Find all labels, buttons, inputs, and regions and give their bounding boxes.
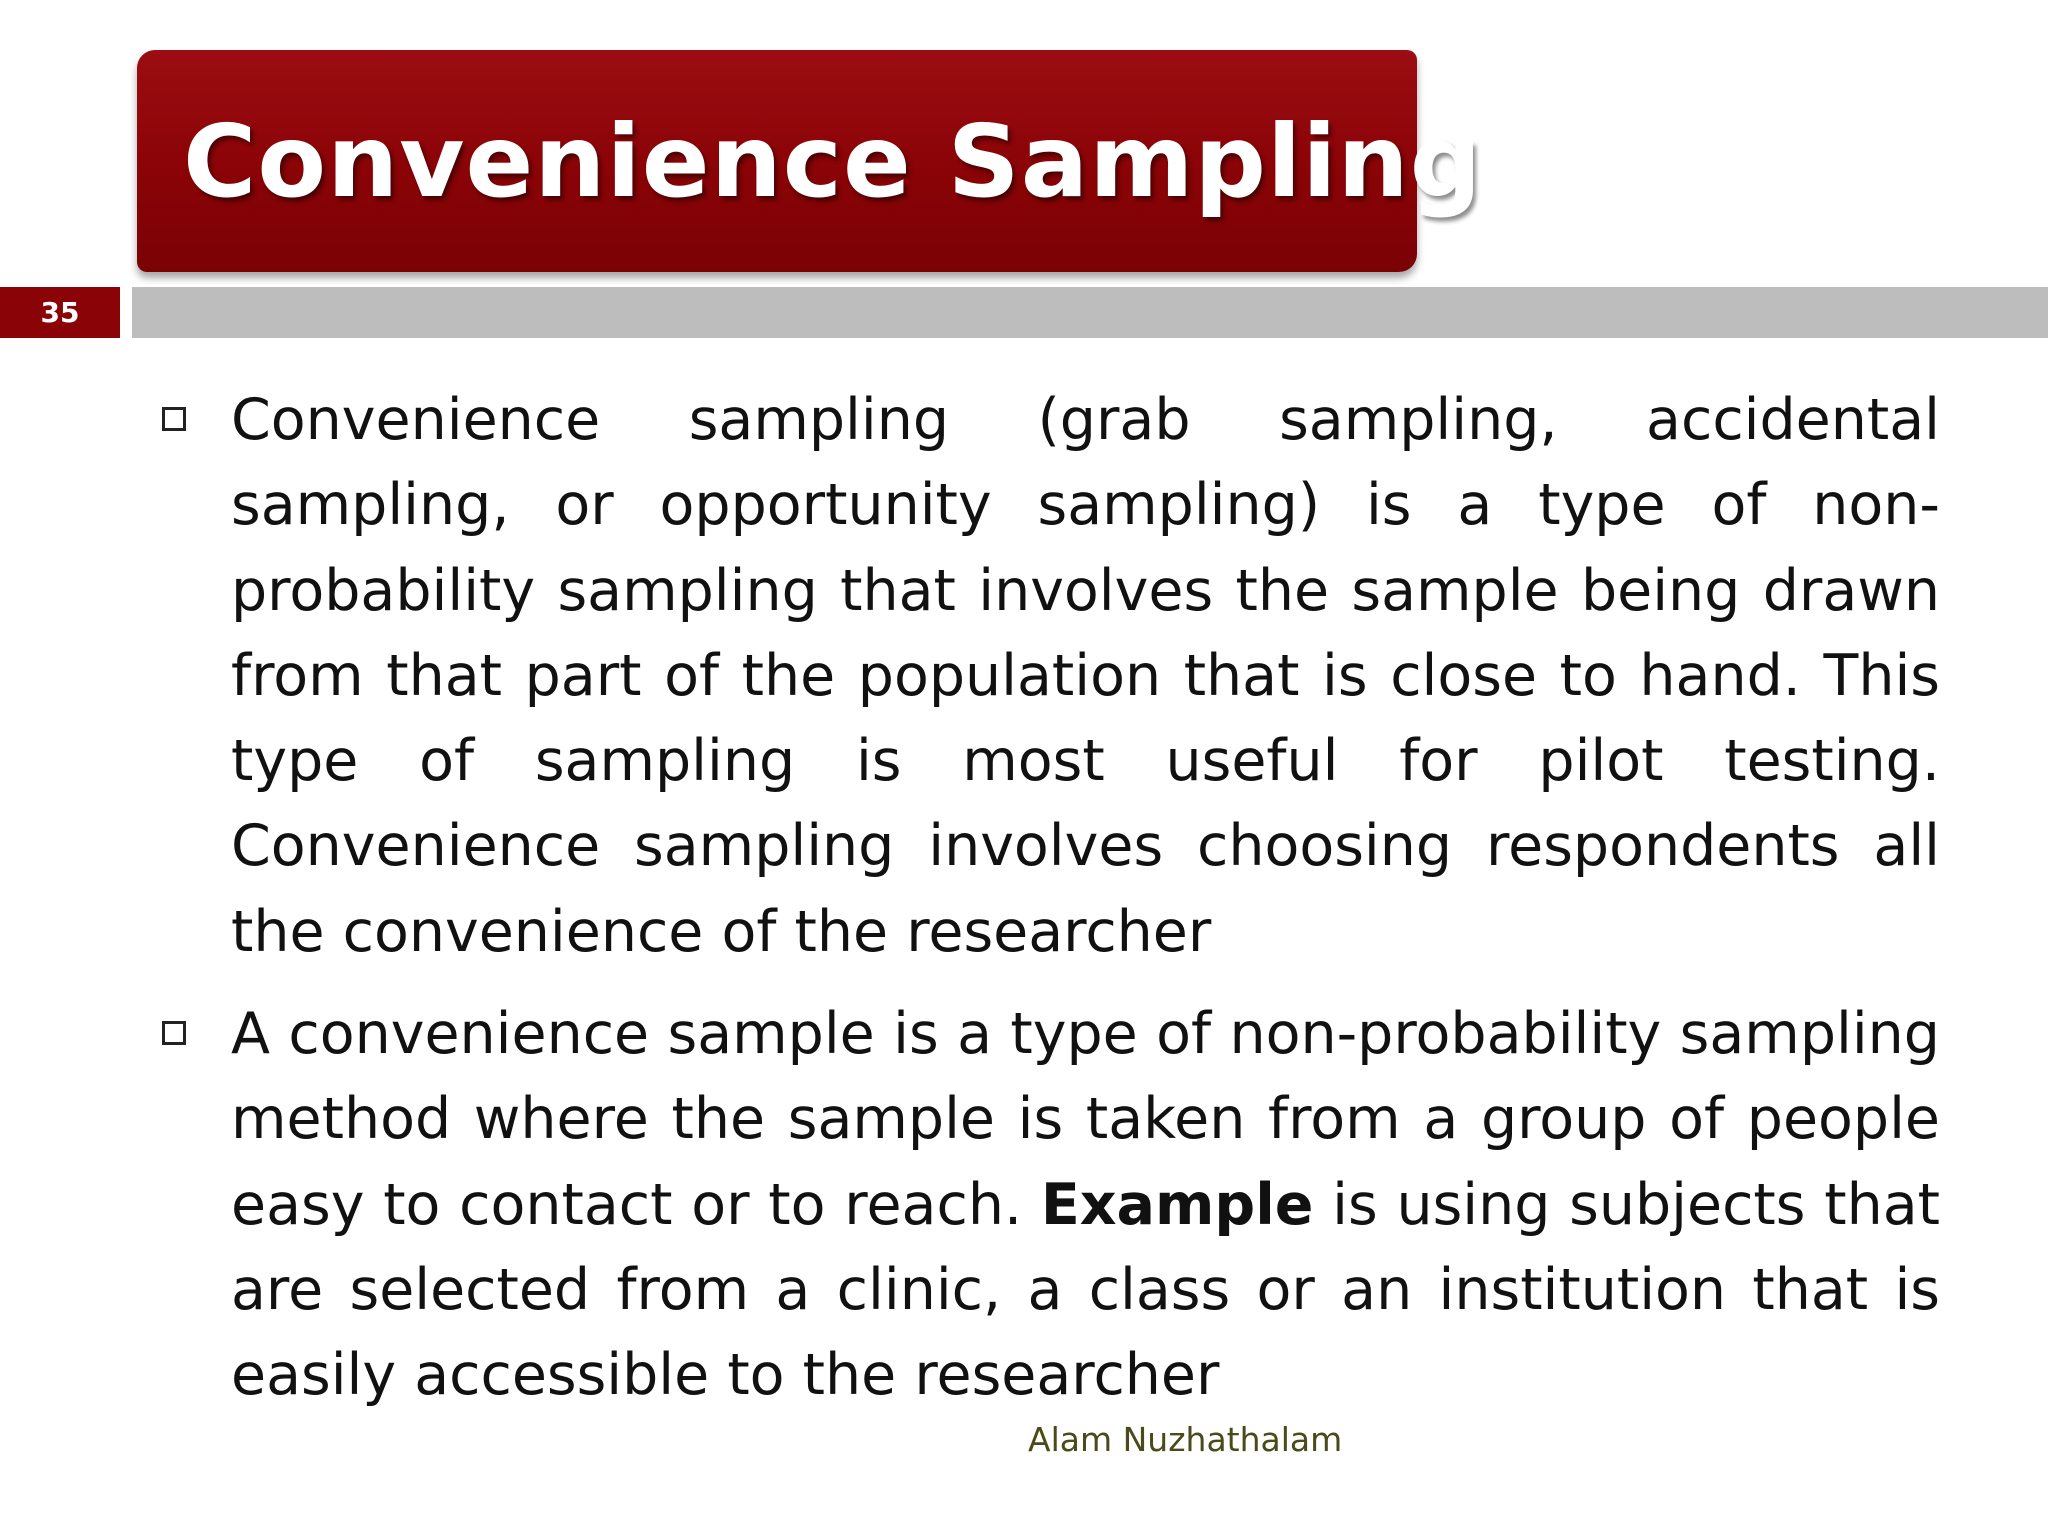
bullet-item [160,378,1940,975]
bullet-item [160,992,1940,1418]
bullet-text-start: A convenience sample is a type of non-probability sampling method where the sample is taken from a group of people easy to contact or to reach. [231,1001,1940,1238]
square-bullet-icon [162,1021,186,1045]
title-banner [137,50,1483,272]
bullet-text: Convenience sampling (grab sampling, accidental sampling, or opportunity sampling) is a type of non-probability sampling that involves the sample being drawn from that part of the population that is close to hand. This type of sampling is most useful for pilot testing. Convenience sampling involves choosing respondents all the convenience of the researcher [231,387,1940,965]
author-footer: Alam Nuzhathalam [1028,1420,1343,1459]
square-bullet-icon [162,407,186,431]
slide-title: Convenience Sampling [183,103,1483,220]
slide-number: 35 [0,287,120,338]
bullet-bold-term: Example [1040,1171,1314,1238]
bullet-text-end: is using subjects that are selected from a clinic, a class or an institution that is easily accessible to the researcher [231,1171,1940,1409]
header-divider-bar [132,287,2048,338]
slide-body [160,378,1940,1436]
